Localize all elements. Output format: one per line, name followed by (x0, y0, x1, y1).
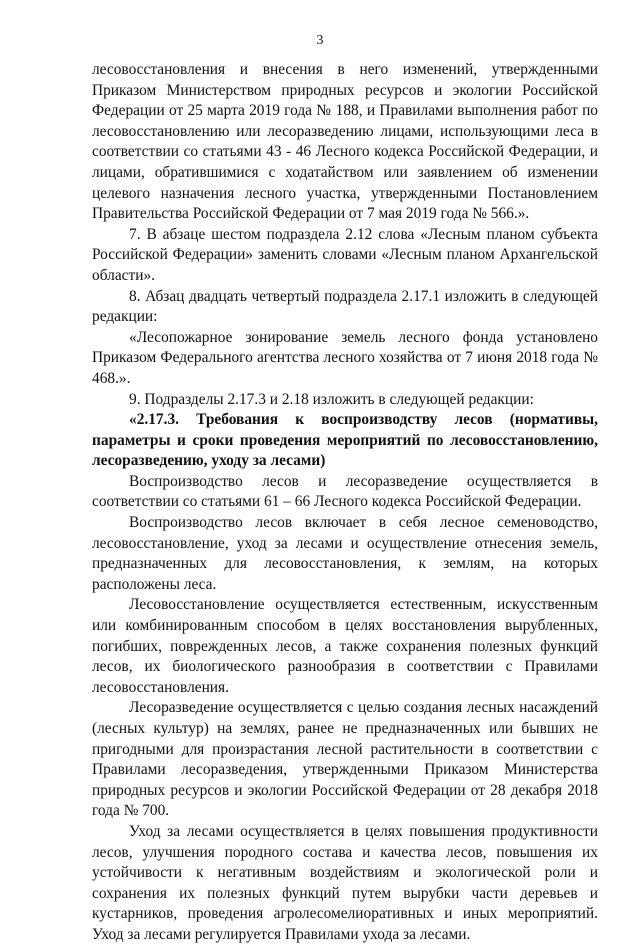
paragraph-continuation: лесовосстановления и внесения в него изменений, утвержденными Приказом Министерством природных ресурсов и экологии Российской Федерации от 25 марта 2019 года № 188, и Правилами выполнения работ по лесовосстановлению или лесоразведению лицами, использующими леса в соответствии со статьями 43 - 46 Лесного кодекса Российской Федерации, и лицами, обратившимися с ходатайством или заявлением об изменении целевого назначения лесного участка, утвержденными Постановлением Правительства Российской Федерации от 7 мая 2019 года № 566.». (92, 61, 598, 223)
paragraph-quote-fire-zoning: «Лесопожарное зонирование земель лесного фонда установлено Приказом Федерального агентства лесного хозяйства от 7 июня 2018 года № 468.». (92, 328, 598, 387)
section-heading-2-17-3: «2.17.3. Требования к воспроизводству лесов (нормативы, параметры и сроки проведения мероприятий по лесовосстановлению, лесоразведению, уходу за лесами) (92, 411, 598, 470)
paragraph-reproduction-law: Воспроизводство лесов и лесоразведение осуществляется в соответствии со статьями 61 – 66 Лесного кодекса Российской Федерации. (92, 472, 598, 511)
paragraph-reproduction-includes: Воспроизводство лесов включает в себя лесное семеноводство, лесовосстановление, уход за лесами и осуществление отнесения земель, предназначенных для лесовосстановления, к землям, на которых расположены леса. (92, 514, 598, 593)
paragraph-afforestation: Лесоразведение осуществляется с целью создания лесных насаждений (лесных культур) на землях, ранее не предназначенных или бывших не пригодными для произрастания лесной растительности в соответствии с Правилами лесоразведения, утвержденными Приказом Министерства природных ресурсов и экологии Российской Федерации от 28 декабря 2018 года № 700. (92, 699, 598, 820)
page-number: 3 (316, 33, 324, 48)
paragraph-reforestation: Лесовосстановление осуществляется естественным, искусственным или комбинированным способом в целях восстановления вырубленных, погибших, поврежденных лесов, а также сохранения полезных функций лесов, их биологического разнообразия в соответствии с Правилами лесовосстановления. (92, 596, 598, 696)
paragraph-item-9: 9. Подразделы 2.17.3 и 2.18 изложить в следующей редакции: (129, 390, 534, 408)
document-body (92, 60, 598, 946)
paragraph-forest-care: Уход за лесами осуществляется в целях повышения продуктивности лесов, улучшения породного состава и качества лесов, повышения их устойчивости к негативным воздействиям и экологической роли и сохранения их полезных функций путем вырубки части деревьев и кустарников, проведения агролесомелиоративных и иных мероприятий. Уход за лесами регулируется Правилами ухода за лесами. (92, 822, 598, 943)
paragraph-item-8: 8. Абзац двадцать четвертый подраздела 2.17.1 изложить в следующей редакции: (92, 287, 598, 326)
paragraph-item-7: 7. В абзаце шестом подраздела 2.12 слова «Лесным планом субъекта Российской Федерации» заменить словами «Лесным планом Архангельской области». (92, 225, 598, 284)
